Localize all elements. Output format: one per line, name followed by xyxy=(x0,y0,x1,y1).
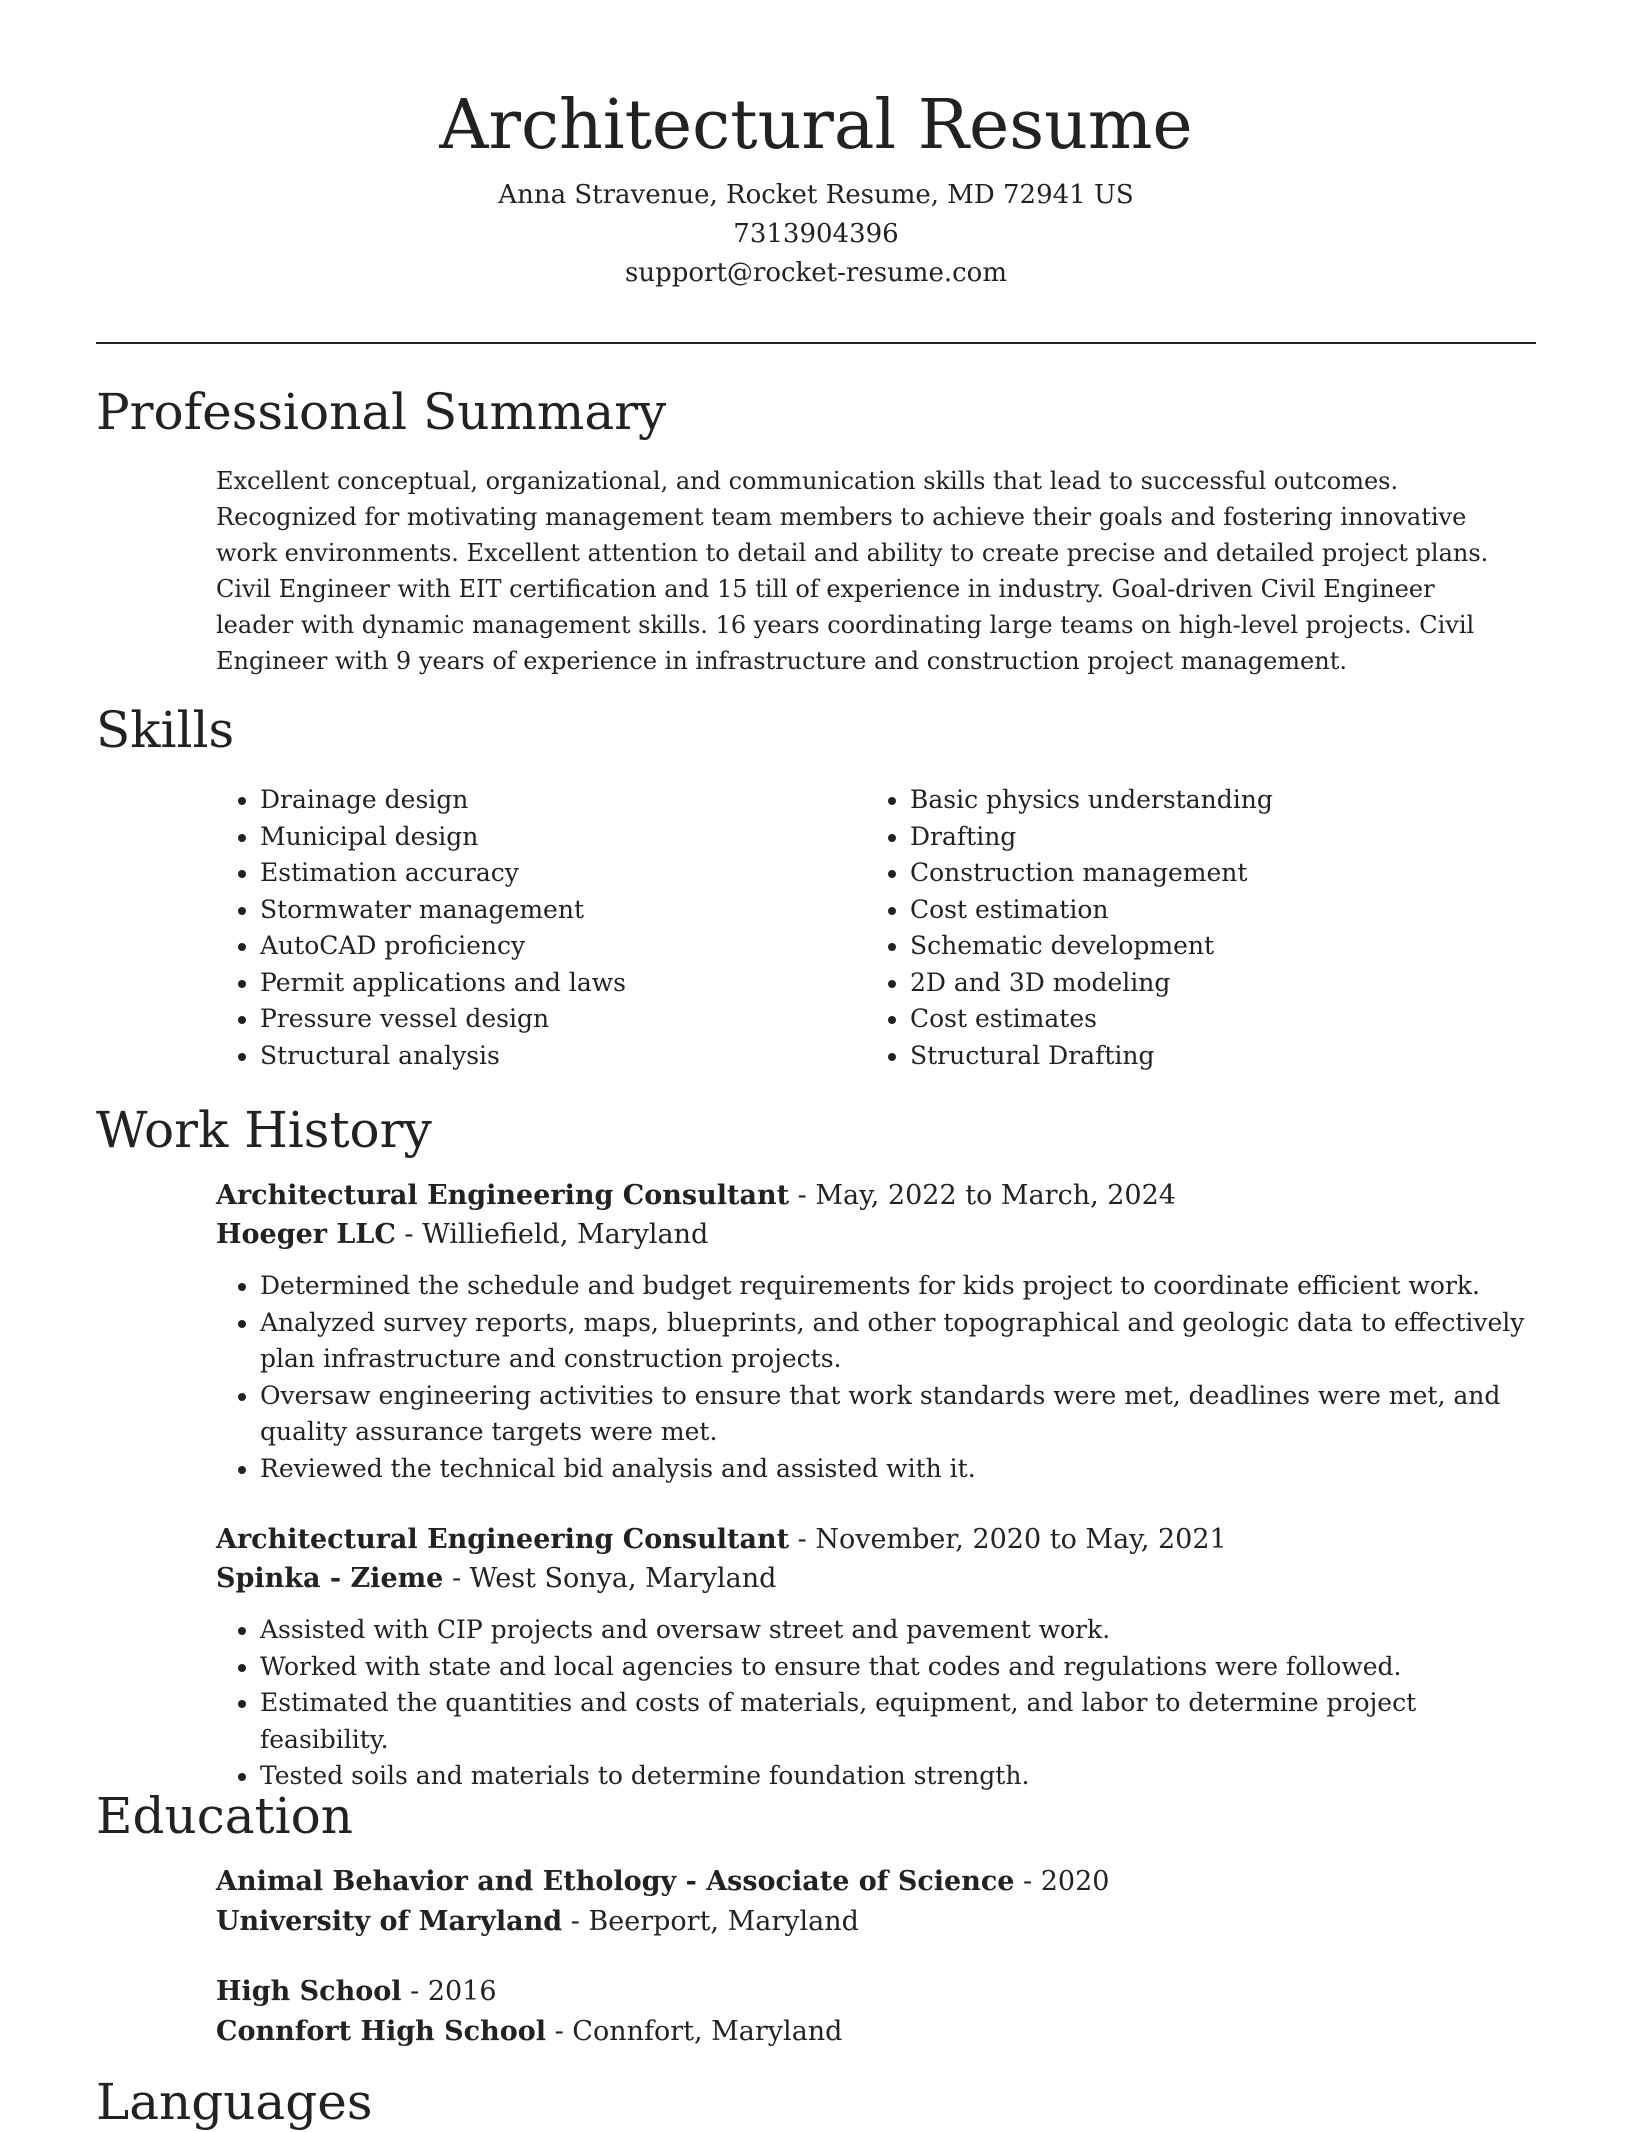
education-school: University of Maryland xyxy=(216,1906,563,1937)
skills-list xyxy=(216,782,1516,1074)
education-school-line xyxy=(216,2012,1516,2052)
job-title: Architectural Engineering Consultant xyxy=(216,1524,790,1555)
education-entry xyxy=(216,1862,1516,1942)
job-bullets xyxy=(216,1268,1526,1487)
skills-heading: Skills xyxy=(96,701,235,759)
job-bullet: • Assisted with CIP projects and oversaw street and pavement work. xyxy=(260,1612,1526,1649)
job-bullet: • Analyzed survey reports, maps, blueprints, and other topographical and geologic data to effectively plan infrastructure and construction projects. xyxy=(260,1305,1526,1378)
job-company: Spinka - Zieme xyxy=(216,1563,444,1594)
job-bullet: • Oversaw engineering activities to ensure that work standards were met, deadlines were met, and quality assurance targets were met. xyxy=(260,1378,1526,1451)
job-entry xyxy=(216,1176,1526,1487)
work-history-heading: Work History xyxy=(96,1101,432,1159)
contact-info xyxy=(96,176,1536,293)
summary-heading: Professional Summary xyxy=(96,383,667,441)
job-bullet: • Reviewed the technical bid analysis and assisted with it. xyxy=(260,1451,1526,1488)
languages-heading: Languages xyxy=(96,2073,373,2131)
job-bullets xyxy=(216,1612,1526,1795)
skill-item: • Stormwater management xyxy=(260,892,866,929)
skill-item: • AutoCAD proficiency xyxy=(260,928,866,965)
contact-address: Anna Stravenue, Rocket Resume, MD 72941 US xyxy=(498,180,1134,210)
skill-item: • Drainage design xyxy=(260,782,866,819)
education-entry xyxy=(216,1972,1516,2052)
job-title-line xyxy=(216,1520,1526,1559)
resume-header xyxy=(96,84,1536,293)
skill-item: • Pressure vessel design xyxy=(260,1001,866,1038)
job-bullet: • Determined the schedule and budget requirements for kids project to coordinate efficient work. xyxy=(260,1268,1526,1305)
summary-text: Excellent conceptual, organizational, and communication skills that lead to successful outcomes. Recognized for motivating management team members to achieve their goals and fostering innovative work environments. Excellent attention to detail and ability to create precise and detailed project plans. Civil Engineer with EIT certification and 15 till of experience in industry. Goal-driven Civil Engineer leader with dynamic management skills. 16 years coordinating large teams on high-level projects. Civil Engineer with 9 years of experience in infrastructure and construction project management. xyxy=(216,467,1489,675)
skill-item: • Estimation accuracy xyxy=(260,855,866,892)
education-year: - 2016 xyxy=(401,1976,497,2007)
job-title-line xyxy=(216,1176,1526,1215)
skill-item: • Cost estimates xyxy=(910,1001,1516,1038)
job-bullet: • Worked with state and local agencies to ensure that codes and regulations were followed. xyxy=(260,1649,1526,1686)
education-year: - 2020 xyxy=(1014,1866,1110,1897)
job-bullet: • Estimated the quantities and costs of materials, equipment, and labor to determine project feasibility. xyxy=(260,1685,1526,1758)
job-company-line xyxy=(216,1215,1526,1254)
skills-column-left xyxy=(216,782,866,1074)
education-location: - Beerport, Maryland xyxy=(562,1906,859,1937)
education-school-line xyxy=(216,1902,1516,1942)
education-degree: Animal Behavior and Ethology - Associate of Science xyxy=(216,1866,1015,1897)
education-school: Connfort High School xyxy=(216,2016,546,2047)
education-degree: High School xyxy=(216,1976,402,2007)
education-location: - Connfort, Maryland xyxy=(546,2016,843,2047)
header-divider xyxy=(96,342,1536,344)
job-location: - Williefield, Maryland xyxy=(395,1219,709,1250)
skill-item: • Municipal design xyxy=(260,819,866,856)
skill-item: • Cost estimation xyxy=(910,892,1516,929)
skill-item: • Schematic development xyxy=(910,928,1516,965)
job-company-line xyxy=(216,1559,1526,1598)
skills-column-right xyxy=(866,782,1516,1074)
job-title: Architectural Engineering Consultant xyxy=(216,1180,790,1211)
skill-item: • Drafting xyxy=(910,819,1516,856)
contact-phone: 7313904396 xyxy=(733,219,899,249)
contact-email: support@rocket-resume.com xyxy=(624,258,1007,288)
resume-title: Architectural Resume xyxy=(439,86,1193,165)
skill-item: • 2D and 3D modeling xyxy=(910,965,1516,1002)
education-degree-line xyxy=(216,1972,1516,2012)
skill-item: • Structural Drafting xyxy=(910,1038,1516,1075)
job-location: - West Sonya, Maryland xyxy=(443,1563,777,1594)
skill-item: • Construction management xyxy=(910,855,1516,892)
skill-item: • Structural analysis xyxy=(260,1038,866,1075)
skill-item: • Permit applications and laws xyxy=(260,965,866,1002)
skill-item: • Basic physics understanding xyxy=(910,782,1516,819)
education-heading: Education xyxy=(96,1787,353,1845)
job-dates: - November, 2020 to May, 2021 xyxy=(789,1524,1227,1555)
job-entry xyxy=(216,1520,1526,1795)
job-bullet: • Tested soils and materials to determine foundation strength. xyxy=(260,1758,1526,1795)
job-company: Hoeger LLC xyxy=(216,1219,396,1250)
job-dates: - May, 2022 to March, 2024 xyxy=(789,1180,1176,1211)
education-degree-line xyxy=(216,1862,1516,1902)
